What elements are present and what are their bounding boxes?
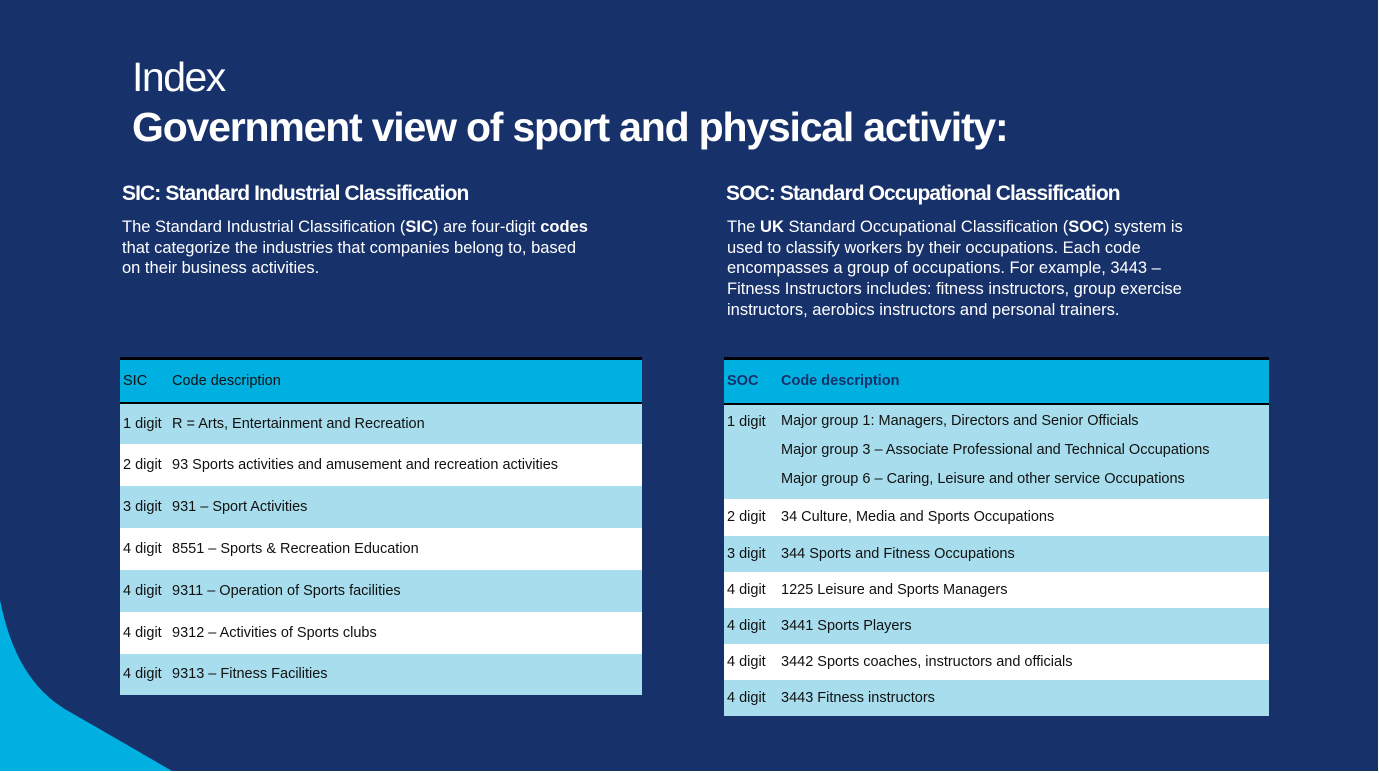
row-description: 3441 Sports Players bbox=[781, 608, 1269, 644]
soc-header-row bbox=[724, 359, 1269, 404]
soc-header-code: SOC bbox=[724, 359, 781, 404]
sic-heading: SIC: Standard Industrial Classification bbox=[122, 182, 469, 205]
major-group-line: Major group 1: Managers, Directors and Senior Officials bbox=[781, 412, 1139, 429]
soc-text-run: Standard Occupational Classification ( bbox=[783, 218, 1069, 236]
row-description: 931 – Sport Activities bbox=[172, 486, 642, 528]
table-row bbox=[120, 486, 642, 528]
row-description: R = Arts, Entertainment and Recreation bbox=[172, 403, 642, 444]
sic-table bbox=[120, 357, 642, 695]
soc-text-run: UK bbox=[760, 218, 784, 236]
table-row bbox=[724, 680, 1269, 716]
major-group-line: Major group 6 – Caring, Leisure and other service Occupations bbox=[781, 470, 1185, 487]
sic-header-row bbox=[120, 359, 642, 403]
row-description: 3443 Fitness instructors bbox=[781, 680, 1269, 716]
row-description: 8551 – Sports & Recreation Education bbox=[172, 528, 642, 570]
row-description: 344 Sports and Fitness Occupations bbox=[781, 536, 1269, 572]
table-row bbox=[120, 612, 642, 654]
soc-text-run: The bbox=[727, 218, 761, 236]
sic-text-run: codes bbox=[540, 218, 588, 236]
row-description: 93 Sports activities and amusement and recreation activities bbox=[172, 444, 642, 486]
table-row bbox=[724, 536, 1269, 572]
table-row bbox=[120, 528, 642, 570]
sic-description bbox=[122, 217, 592, 279]
row-level: 1 digit bbox=[120, 403, 172, 444]
soc-heading: SOC: Standard Occupational Classification bbox=[726, 182, 1120, 205]
table-row bbox=[724, 572, 1269, 608]
row-level: 3 digit bbox=[724, 536, 781, 572]
row-level: 4 digit bbox=[120, 654, 172, 695]
table-row bbox=[120, 570, 642, 612]
row-description: 34 Culture, Media and Sports Occupations bbox=[781, 499, 1269, 536]
row-description: 9312 – Activities of Sports clubs bbox=[172, 612, 642, 654]
row-level: 4 digit bbox=[724, 572, 781, 608]
sic-text-run: SIC bbox=[405, 218, 433, 236]
table-row bbox=[120, 403, 642, 444]
row-description: 9313 – Fitness Facilities bbox=[172, 654, 642, 695]
sic-text-run: The Standard Industrial Classification ( bbox=[122, 218, 406, 236]
row-level: 4 digit bbox=[120, 612, 172, 654]
row-level: 4 digit bbox=[724, 608, 781, 644]
row-level: 4 digit bbox=[724, 644, 781, 680]
soc-header-description: Code description bbox=[781, 359, 1269, 404]
page-title: Government view of sport and physical activity: bbox=[132, 104, 1008, 150]
row-level: 2 digit bbox=[120, 444, 172, 486]
table-row bbox=[120, 444, 642, 486]
row-level: 1 digit bbox=[724, 404, 781, 499]
table-row bbox=[724, 644, 1269, 680]
sic-header-code: SIC bbox=[120, 359, 172, 403]
soc-table bbox=[724, 357, 1269, 716]
soc-description bbox=[727, 217, 1199, 321]
row-level: 3 digit bbox=[120, 486, 172, 528]
row-level: 4 digit bbox=[120, 570, 172, 612]
soc-text-run: SOC bbox=[1068, 218, 1104, 236]
row-level: 4 digit bbox=[724, 680, 781, 716]
sic-header-description: Code description bbox=[172, 359, 642, 403]
sic-text-run: that categorize the industries that companies belong to, based on their business activities. bbox=[122, 238, 577, 278]
row-level: 2 digit bbox=[724, 499, 781, 536]
soc-text-run: ) system is used to classify workers by their occupations. Each code encompasses a group of occupations. For example, 3443 – Fitness Instructors includes: fitness instructors, group exercise instructors, aerobics instructors and personal trainers. bbox=[727, 218, 1183, 319]
sic-text-run: ) are four-digit bbox=[432, 218, 541, 236]
table-row bbox=[724, 404, 1269, 499]
row-level: 4 digit bbox=[120, 528, 172, 570]
row-description: 1225 Leisure and Sports Managers bbox=[781, 572, 1269, 608]
table-row bbox=[724, 608, 1269, 644]
row-description: 3442 Sports coaches, instructors and officials bbox=[781, 644, 1269, 680]
major-group-line: Major group 3 – Associate Professional and Technical Occupations bbox=[781, 441, 1210, 458]
table-row bbox=[724, 499, 1269, 536]
index-label: Index bbox=[132, 54, 225, 100]
row-description bbox=[781, 404, 1269, 499]
table-row bbox=[120, 654, 642, 695]
row-description: 9311 – Operation of Sports facilities bbox=[172, 570, 642, 612]
